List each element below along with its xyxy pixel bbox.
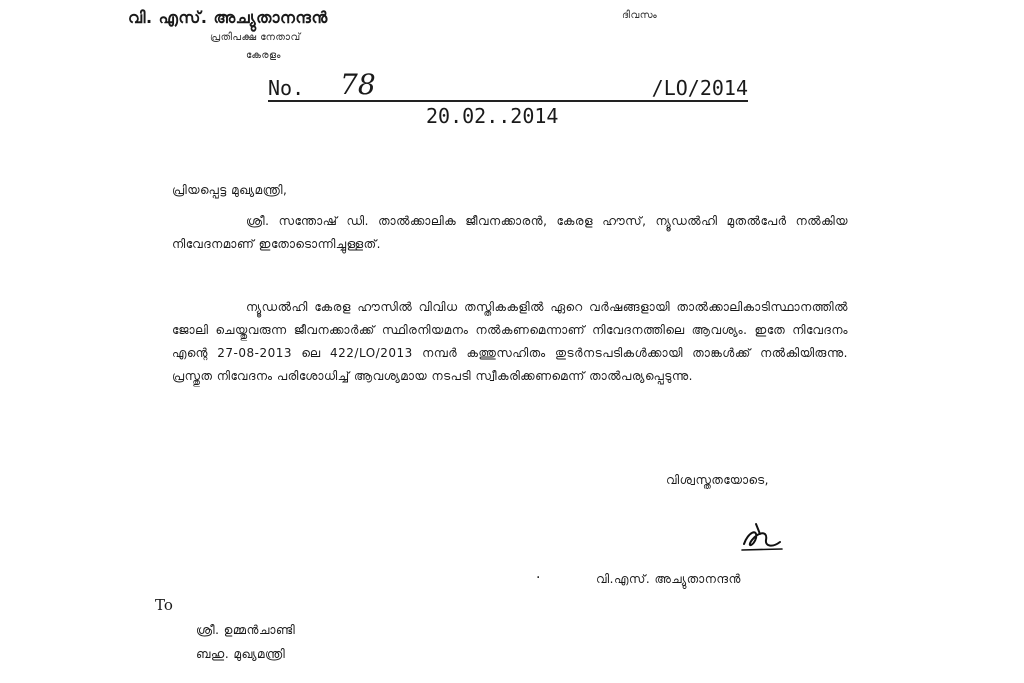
header-date-label: ദിവസം [622,10,658,21]
salutation: പ്രിയപ്പെട്ട മുഖ്യമന്ത്രി, [172,183,288,197]
signer-dot: . [536,566,541,582]
signer-name: വി.എസ്. അച്യുതാനന്ദൻ [596,572,741,586]
sender-name: വി. എസ്. അച്യുതാനന്ദൻ [128,8,328,27]
sender-designation: പ്രതിപക്ഷ നേതാവ് [210,32,301,43]
paragraph-2-text: ന്യൂഡൽഹി കേരള ഹൗസിൽ വിവിധ തസ്തികകളിൽ ഏറെ വർഷങ്ങളായി താൽക്കാലികാടിസ്ഥാനത്തിൽ ജോലി ചെയ്തുവരുന്ന ജീവനക്കാർക്ക് സ്ഥിരനിയമനം നൽകണമെന്നാണ് നിവേദനത്തിലെ ആവശ്യം. ഇതേ നിവേദനം എന്റെ 27-08-2013 ലെ 422/LO/2013 നമ്പർ കത്തുസഹിതം തുടർനടപടികൾക്കായി താങ്കൾക്ക് നൽകിയിരുന്നു. പ്രസ്തുത നിവേദനം പരിശോധിച്ച് ആവശ്യമായ നടപടി സ്വീകരിക്കണമെന്ന് താൽപര്യപ്പെടുന്നു. [172,300,848,383]
body-paragraph-2 [172,296,848,388]
letter-date: 20.02..2014 [426,104,559,128]
body-paragraph-1 [172,210,848,256]
to-label: To [155,596,173,614]
reference-number-line [268,68,748,102]
reference-no-label: No. [268,76,305,100]
signature-image [738,518,786,554]
recipient-name: ശ്രീ. ഉമ്മൻചാണ്ടി [196,623,296,637]
reference-suffix: /LO/2014 [651,76,748,100]
paragraph-1-text: ശ്രീ. സന്തോഷ് ഡി. താൽക്കാലിക ജീവനക്കാരൻ, കേരള ഹൗസ്, ന്യൂഡൽഹി മുതൽപേർ നൽകിയ നിവേദനമാണ് ഇതോടൊന്നിച്ചുള്ളത്. [172,214,848,251]
recipient-title: ബഹു. മുഖ്യമന്ത്രി [196,647,286,661]
reference-number: 78 [340,68,376,101]
sender-place: കേരളം [246,50,281,61]
closing-phrase: വിശ്വസ്തതയോടെ, [666,473,769,487]
